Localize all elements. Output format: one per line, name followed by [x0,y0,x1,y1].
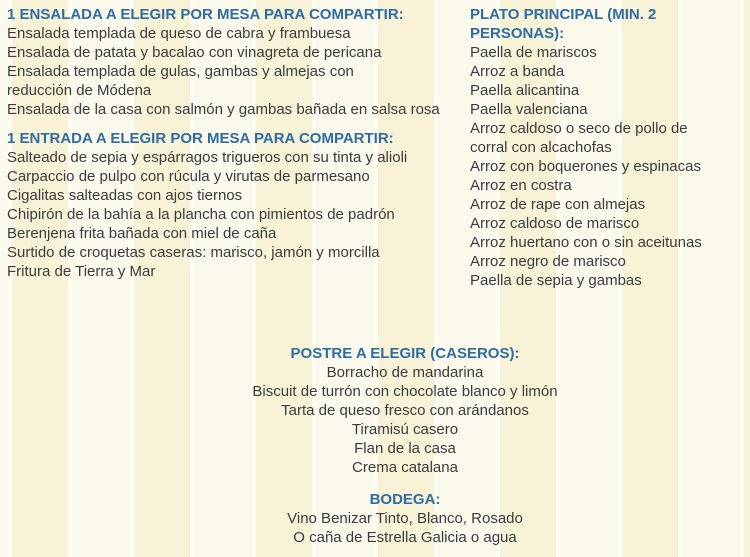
menu-item-line: Paella valenciana [470,101,588,118]
menu-item-line: Ensalada de la casa con salmón y gambas bañada en salsa rosa [7,101,440,118]
menu-item-line: Vino Benizar Tinto, Blanco, Rosado [287,510,523,527]
section-items-postres [60,363,750,477]
section-postres [60,344,750,477]
menu-item-line: Flan de la casa [354,440,456,457]
menu-item-line: Crema catalana [352,459,458,476]
menu-item-line: Arroz de rape con almejas [470,196,646,213]
menu-item-line: Paella de mariscos [470,44,597,61]
section-items-platos [470,43,746,290]
menu-item-line: Arroz en costra [470,177,572,194]
section-title-entradas: 1 ENTRADA A ELEGIR POR MESA PARA COMPARTIR: [7,130,394,147]
menu-item-line: Fritura de Tierra y Mar [7,263,156,280]
section-title-platos: PLATO PRINCIPAL (MIN. 2 PERSONAS): [470,6,657,42]
menu-item-line: Ensalada templada de gulas, gambas y almejas con [7,63,354,80]
menu-item-line: O caña de Estrella Galicia o agua [293,529,517,546]
menu-item-line: Chipirón de la bahía a la plancha con pimientos de padrón [7,206,395,223]
section-items-ensaladas [7,24,469,119]
section-platos [470,5,746,290]
menu-item-line: Salteado de sepia y espárragos trigueros con su tinta y alioli [7,149,408,166]
section-items-bodega [60,509,750,547]
menu-item-line: Ensalada templada de queso de cabra y frambuesa [7,25,351,42]
section-ensaladas [7,5,469,119]
section-title-bodega: BODEGA: [369,491,441,508]
section-entradas [7,129,475,281]
menu-item-line: Arroz huertano con o sin aceitunas [470,234,702,251]
menu-item-line: Paella alicantina [470,82,580,99]
menu-item-line: Paella de sepia y gambas [470,272,642,289]
menu-item-line: Arroz caldoso o seco de pollo de [470,120,688,137]
menu-item-line: Arroz negro de marisco [470,253,626,270]
section-items-entradas [7,148,475,281]
section-title-postres: POSTRE A ELEGIR (CASEROS): [290,345,520,362]
menu-item-line: Biscuit de turrón con chocolate blanco y limón [252,383,558,400]
menu-item-line: Cigalitas salteadas con ajos tiernos [7,187,243,204]
section-title-ensaladas: 1 ENSALADA A ELEGIR POR MESA PARA COMPARTIR: [7,6,404,23]
menu-item-line: Ensalada de patata y bacalao con vinagreta de pericana [7,44,382,61]
menu-item-line: Arroz a banda [470,63,565,80]
menu-item-line: Borracho de mandarina [326,364,484,381]
menu-item-line: Carpaccio de pulpo con rúcula y virutas de parmesano [7,168,370,185]
menu-item-line: Tarta de queso fresco con arándanos [281,402,529,419]
menu-item-line: Arroz con boquerones y espinacas [470,158,701,175]
section-bodega [60,490,750,547]
menu-item-line: Berenjena frita bañada con miel de caña [7,225,277,242]
menu-item-line: Tiramisú casero [351,421,459,438]
menu-item-line: reducción de Módena [7,82,152,99]
menu-item-line: Arroz caldoso de marisco [470,215,640,232]
menu-item-line: Surtido de croquetas caseras: marisco, jamón y morcilla [7,244,380,261]
menu-item-line: corral con alcachofas [470,139,612,156]
